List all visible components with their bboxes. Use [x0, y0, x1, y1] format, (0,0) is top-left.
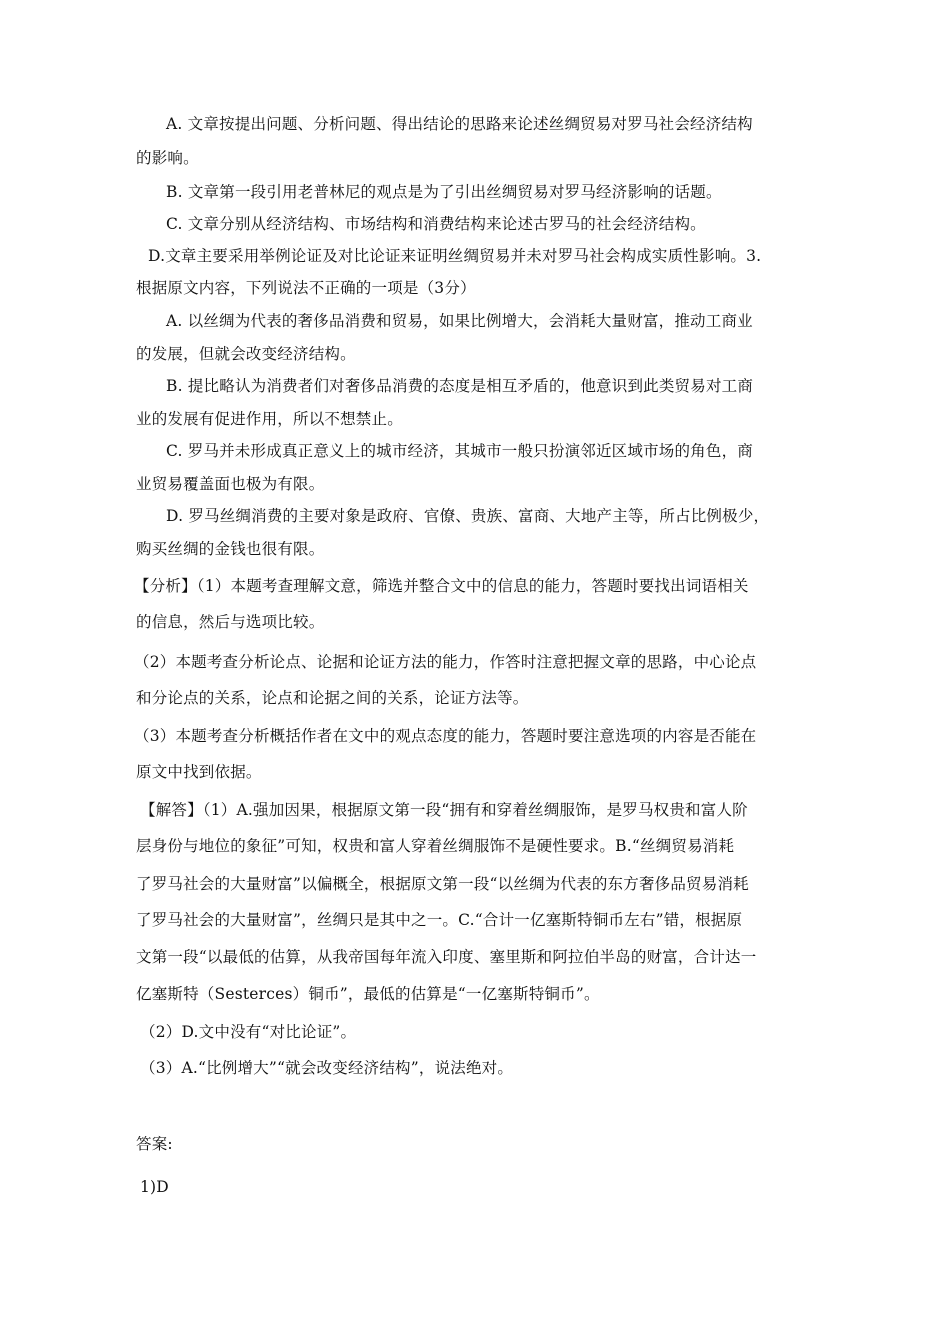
solution-line3: 了罗马社会的大量财富”以偏概全，根据原文第一段“以丝绸为代表的东方奢侈品贸易消耗 — [136, 875, 749, 893]
option-q3-a-line1: A. 以丝绸为代表的奢侈品消费和贸易，如果比例增大，会消耗大量财富，推动工商业 — [166, 312, 753, 330]
option-q3-b-line2: 业的发展有促进作用，所以不想禁止。 — [136, 410, 403, 428]
analysis-p1-line1: 【分析】（1）本题考查理解文意，筛选并整合文中的信息的能力，答题时要找出词语相关 — [134, 577, 749, 595]
option-q3-d-line1: D. 罗马丝绸消费的主要对象是政府、官僚、贵族、富商、大地产主等，所占比例极少， — [166, 507, 770, 525]
option-q3-d-line2: 购买丝绸的金钱也很有限。 — [136, 540, 325, 558]
solution-line6: 亿塞斯特（Sesterces）铜币”，最低的估算是“一亿塞斯特铜币”。 — [136, 985, 600, 1003]
solution-line2: 层身份与地位的象征”可知，权贵和富人穿着丝绸服饰不是硬性要求。B.“丝绸贸易消耗 — [136, 837, 735, 855]
analysis-p2-line1: （2）本题考查分析论点、论据和论证方法的能力，作答时注意把握文章的思路，中心论点 — [134, 653, 757, 671]
solution-line5: 文第一段“以最低的估算，从我帝国每年流入印度、塞里斯和阿拉伯半岛的财富，合计达一 — [136, 948, 757, 966]
option-q2-a-line2: 的影响。 — [136, 149, 199, 167]
option-q2-c: C. 文章分别从经济结构、市场结构和消费结构来论述古罗马的社会经济结构。 — [166, 215, 706, 233]
analysis-p1-line2: 的信息，然后与选项比较。 — [136, 613, 325, 631]
option-q3-c-line2: 业贸易覆盖面也极为有限。 — [136, 475, 325, 493]
option-q2-a-line1: A. 文章按提出问题、分析问题、得出结论的思路来论述丝绸贸易对罗马社会经济结构 — [166, 115, 753, 133]
option-q2-b: B. 文章第一段引用老普林尼的观点是为了引出丝绸贸易对罗马经济影响的话题。 — [166, 183, 722, 201]
solution-line1: 【解答】（1）A.强加因果，根据原文第一段“拥有和穿着丝绸服饰，是罗马权贵和富人阶 — [140, 801, 748, 819]
answer-item-1: 1)D — [140, 1178, 169, 1196]
option-q2-d-line1: D.文章主要采用举例论证及对比论证来证明丝绸贸易并未对罗马社会构成实质性影响。3. — [148, 247, 762, 265]
answer-label: 答案: — [136, 1135, 173, 1153]
option-q3-c-line1: C. 罗马并未形成真正意义上的城市经济，其城市一般只扮演邻近区域市场的角色，商 — [166, 442, 753, 460]
question3-stem: 根据原文内容，下列说法不正确的一项是（3分） — [136, 279, 476, 297]
analysis-p2-line2: 和分论点的关系，论点和论据之间的关系，论证方法等。 — [136, 689, 529, 707]
option-q3-b-line1: B. 提比略认为消费者们对奢侈品消费的态度是相互矛盾的，他意识到此类贸易对工商 — [166, 377, 754, 395]
solution-line4: 了罗马社会的大量财富”，丝绸只是其中之一。C.“合计一亿塞斯特铜币左右”错，根据原 — [136, 911, 743, 929]
solution-line7: （2）D.文中没有“对比论证”。 — [140, 1023, 357, 1041]
solution-line8: （3）A.“比例增大”“就会改变经济结构”，说法绝对。 — [140, 1059, 514, 1077]
analysis-p3-line1: （3）本题考查分析概括作者在文中的观点态度的能力，答题时要注意选项的内容是否能在 — [134, 727, 757, 745]
option-q3-a-line2: 的发展，但就会改变经济结构。 — [136, 345, 356, 363]
analysis-p3-line2: 原文中找到依据。 — [136, 763, 262, 781]
